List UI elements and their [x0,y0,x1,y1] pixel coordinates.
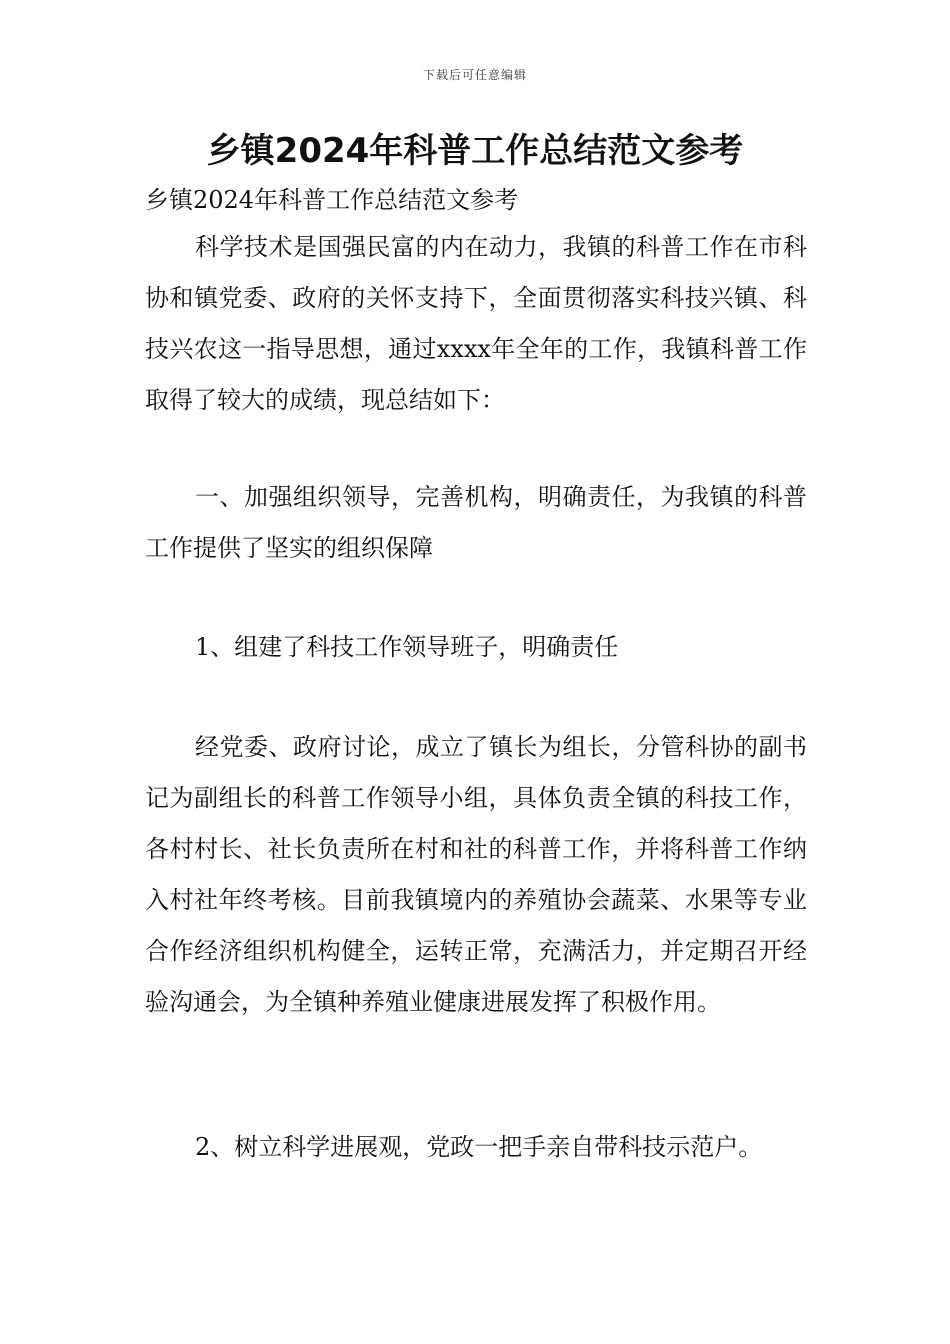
document-subtitle: 乡镇2024年科普工作总结范文参考 [145,186,519,214]
document-title: 乡镇2024年科普工作总结范文参考 [206,131,744,171]
header-note: 下载后可任意编辑 [422,68,527,82]
subsection-heading-2: 2、树立科学进展观，党政一把手亲自带科技示范户。 [195,1133,763,1161]
subsection-heading-1: 1、组建了科技工作领导班子，明确责任 [195,633,619,661]
section-heading-1: 一、加强组织领导，完善机构，明确责任，为我镇的科普工作提供了坚实的组织保障 [145,483,807,562]
paragraph-intro: 科学技术是国强民富的内在动力，我镇的科普工作在市科协和镇党委、政府的关怀支持下，全面贯彻落实科技兴镇、科技兴农这一指导思想，通过xxxx年全年的工作，我镇科普工作取得了较大的成绩，现总结如下： [145,233,807,414]
paragraph-item1-body: 经党委、政府讨论，成立了镇长为组长，分管科协的副书记为副组长的科普工作领导小组，具体负责全镇的科技工作，各村村长、社长负责所在村和社的科普工作，并将科普工作纳入村社年终考核。目前我镇境内的养殖协会蔬菜、水果等专业合作经济组织机构健全，运转正常，充满活力，并定期召开经验沟通会，为全镇种养殖业健康进展发挥了积极作用。 [145,733,807,1016]
